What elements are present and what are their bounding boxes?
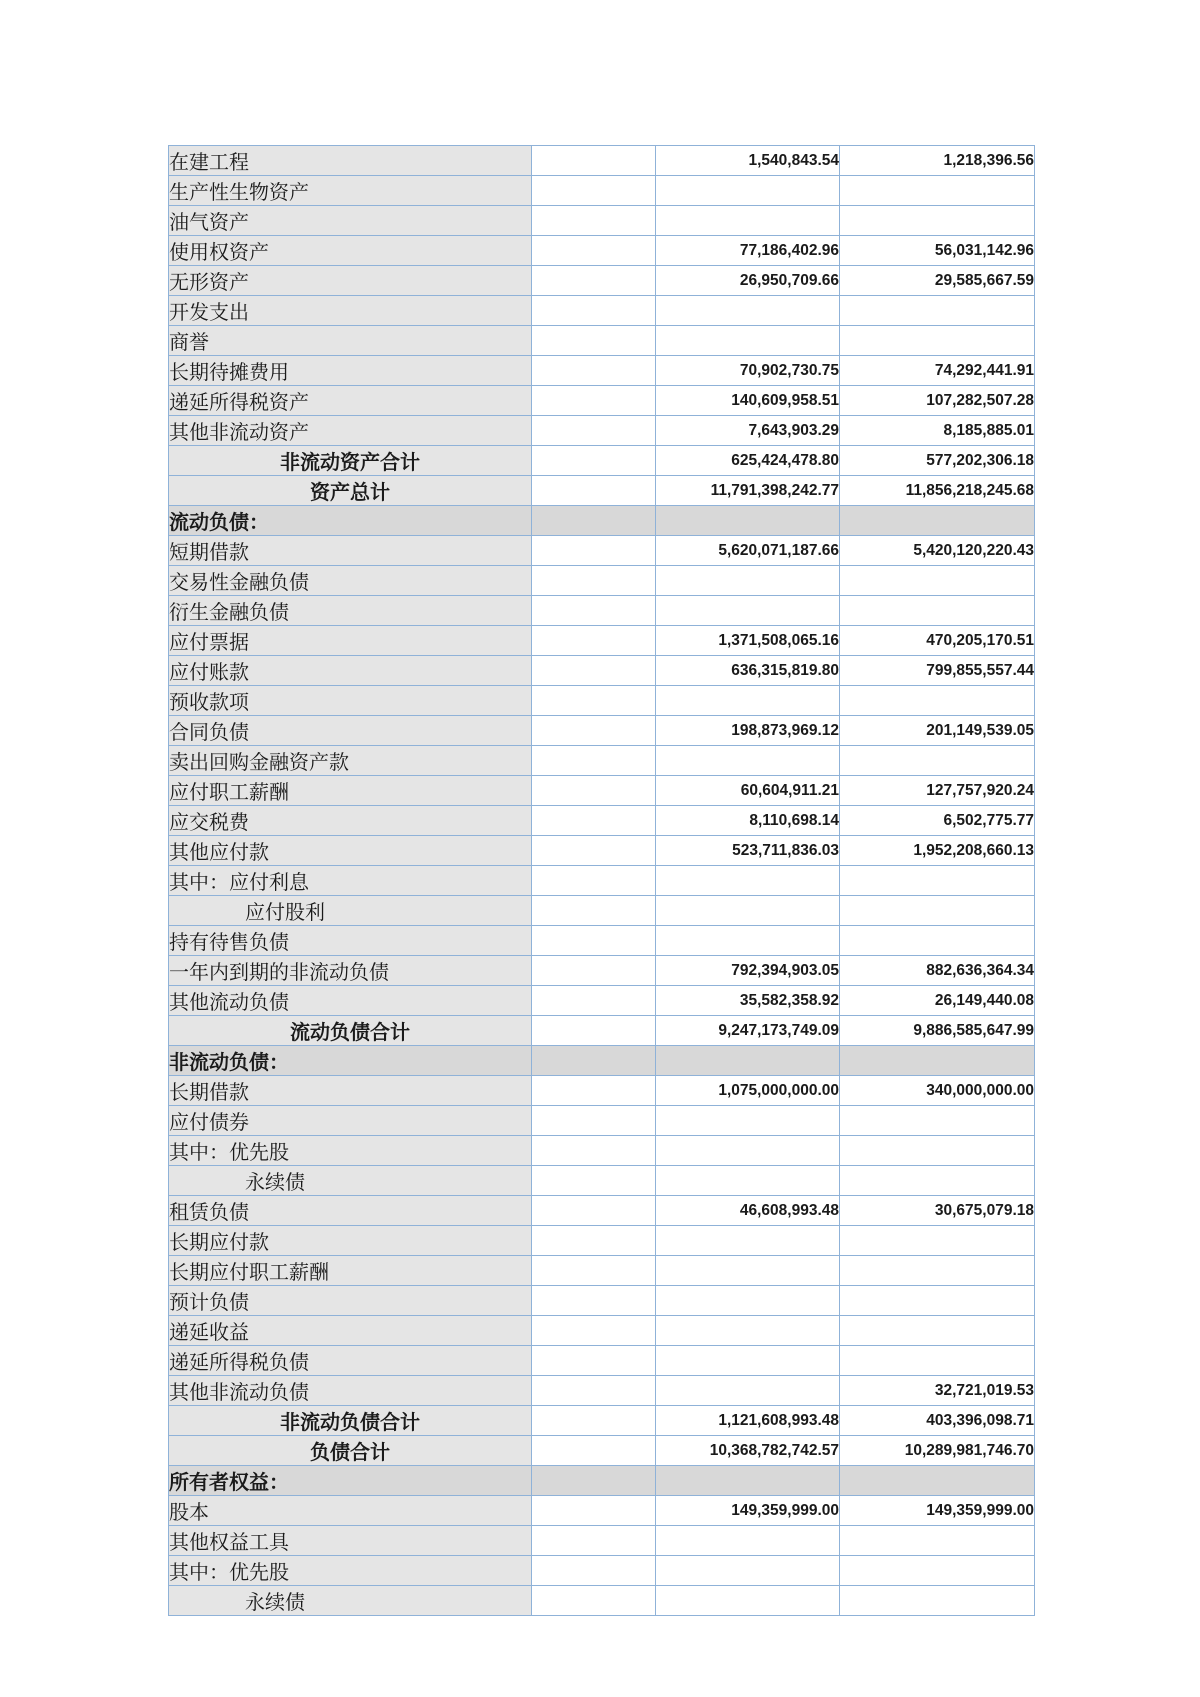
item-label: 租赁负债	[169, 1196, 532, 1226]
table-row	[169, 176, 1035, 206]
value-current-period: 198,873,969.12	[656, 716, 840, 746]
value-prior-period: 10,289,981,746.70	[840, 1436, 1035, 1466]
table-row	[169, 806, 1035, 836]
table-row	[169, 1136, 1035, 1166]
value-prior-period	[840, 1166, 1035, 1196]
note-cell	[532, 416, 656, 446]
item-label: 其中：应付利息	[169, 866, 532, 896]
table-row	[169, 476, 1035, 506]
table-row	[169, 686, 1035, 716]
value-prior-period	[840, 1556, 1035, 1586]
value-prior-period	[840, 1256, 1035, 1286]
note-cell	[532, 686, 656, 716]
value-prior-period: 32,721,019.53	[840, 1376, 1035, 1406]
value-current-period: 625,424,478.80	[656, 446, 840, 476]
value-prior-period: 30,675,079.18	[840, 1196, 1035, 1226]
table-row	[169, 1526, 1035, 1556]
value-current-period	[656, 746, 840, 776]
value-current-period	[656, 1316, 840, 1346]
item-label: 长期应付职工薪酬	[169, 1256, 532, 1286]
note-cell	[532, 446, 656, 476]
note-cell	[532, 1136, 656, 1166]
value-current-period: 8,110,698.14	[656, 806, 840, 836]
note-cell	[532, 296, 656, 326]
value-prior-period	[840, 926, 1035, 956]
value-current-period: 60,604,911.21	[656, 776, 840, 806]
note-cell	[532, 596, 656, 626]
table-row	[169, 146, 1035, 176]
value-current-period	[656, 1556, 840, 1586]
note-cell	[532, 1046, 656, 1076]
item-label: 永续债	[169, 1166, 532, 1196]
table-row	[169, 776, 1035, 806]
value-current-period	[656, 1526, 840, 1556]
item-label: 短期借款	[169, 536, 532, 566]
note-cell	[532, 146, 656, 176]
note-cell	[532, 206, 656, 236]
item-label: 所有者权益：	[169, 1466, 532, 1496]
table-row	[169, 1436, 1035, 1466]
item-label: 开发支出	[169, 296, 532, 326]
item-label: 应交税费	[169, 806, 532, 836]
note-cell	[532, 1256, 656, 1286]
table-row	[169, 1046, 1035, 1076]
table-row	[169, 386, 1035, 416]
value-current-period	[656, 1376, 840, 1406]
table-row	[169, 446, 1035, 476]
value-prior-period	[840, 866, 1035, 896]
item-label: 应付票据	[169, 626, 532, 656]
item-label: 股本	[169, 1496, 532, 1526]
note-cell	[532, 1586, 656, 1616]
value-current-period: 636,315,819.80	[656, 656, 840, 686]
table-row	[169, 1226, 1035, 1256]
value-current-period	[656, 1256, 840, 1286]
item-label: 资产总计	[169, 476, 532, 506]
note-cell	[532, 896, 656, 926]
value-prior-period: 1,952,208,660.13	[840, 836, 1035, 866]
item-label: 合同负债	[169, 716, 532, 746]
value-prior-period	[840, 1106, 1035, 1136]
item-label: 应付债券	[169, 1106, 532, 1136]
value-current-period: 5,620,071,187.66	[656, 536, 840, 566]
item-label: 在建工程	[169, 146, 532, 176]
item-label: 其他流动负债	[169, 986, 532, 1016]
value-prior-period	[840, 296, 1035, 326]
note-cell	[532, 506, 656, 536]
value-current-period	[656, 176, 840, 206]
note-cell	[532, 326, 656, 356]
note-cell	[532, 1526, 656, 1556]
value-current-period	[656, 686, 840, 716]
value-prior-period	[840, 1586, 1035, 1616]
value-prior-period: 340,000,000.00	[840, 1076, 1035, 1106]
value-current-period: 149,359,999.00	[656, 1496, 840, 1526]
table-row	[169, 986, 1035, 1016]
item-label: 应付股利	[169, 896, 532, 926]
value-current-period	[656, 1046, 840, 1076]
table-row	[169, 746, 1035, 776]
table-row	[169, 536, 1035, 566]
item-label: 非流动资产合计	[169, 446, 532, 476]
value-prior-period	[840, 1226, 1035, 1256]
note-cell	[532, 1556, 656, 1586]
value-current-period: 35,582,358.92	[656, 986, 840, 1016]
note-cell	[532, 836, 656, 866]
item-label: 交易性金融负债	[169, 566, 532, 596]
table-row	[169, 296, 1035, 326]
value-current-period	[656, 1226, 840, 1256]
note-cell	[532, 1166, 656, 1196]
note-cell	[532, 1286, 656, 1316]
item-label: 长期待摊费用	[169, 356, 532, 386]
value-current-period	[656, 296, 840, 326]
table-row	[169, 1466, 1035, 1496]
table-row	[169, 1106, 1035, 1136]
note-cell	[532, 776, 656, 806]
note-cell	[532, 926, 656, 956]
value-current-period: 77,186,402.96	[656, 236, 840, 266]
table-row	[169, 506, 1035, 536]
value-prior-period: 1,218,396.56	[840, 146, 1035, 176]
value-current-period	[656, 506, 840, 536]
note-cell	[532, 1466, 656, 1496]
value-current-period: 1,371,508,065.16	[656, 626, 840, 656]
table-row	[169, 416, 1035, 446]
table-row	[169, 626, 1035, 656]
note-cell	[532, 266, 656, 296]
note-cell	[532, 866, 656, 896]
item-label: 衍生金融负债	[169, 596, 532, 626]
value-prior-period	[840, 746, 1035, 776]
value-prior-period: 470,205,170.51	[840, 626, 1035, 656]
note-cell	[532, 626, 656, 656]
table-row	[169, 1586, 1035, 1616]
table-row	[169, 956, 1035, 986]
balance-sheet-body	[169, 146, 1035, 1616]
table-row	[169, 896, 1035, 926]
table-row	[169, 206, 1035, 236]
value-current-period	[656, 1106, 840, 1136]
item-label: 负债合计	[169, 1436, 532, 1466]
note-cell	[532, 1496, 656, 1526]
note-cell	[532, 566, 656, 596]
note-cell	[532, 236, 656, 266]
value-current-period: 7,643,903.29	[656, 416, 840, 446]
table-row	[169, 1256, 1035, 1286]
item-label: 卖出回购金融资产款	[169, 746, 532, 776]
value-prior-period: 26,149,440.08	[840, 986, 1035, 1016]
value-prior-period	[840, 1136, 1035, 1166]
item-label: 流动负债：	[169, 506, 532, 536]
table-row	[169, 326, 1035, 356]
table-row	[169, 656, 1035, 686]
note-cell	[532, 536, 656, 566]
note-cell	[532, 1346, 656, 1376]
item-label: 其他权益工具	[169, 1526, 532, 1556]
note-cell	[532, 1196, 656, 1226]
note-cell	[532, 1106, 656, 1136]
value-current-period: 11,791,398,242.77	[656, 476, 840, 506]
table-row	[169, 266, 1035, 296]
table-row	[169, 836, 1035, 866]
table-row	[169, 1496, 1035, 1526]
value-prior-period	[840, 896, 1035, 926]
value-current-period	[656, 1586, 840, 1616]
value-current-period: 10,368,782,742.57	[656, 1436, 840, 1466]
note-cell	[532, 1076, 656, 1106]
table-row	[169, 356, 1035, 386]
table-row	[169, 1016, 1035, 1046]
value-prior-period: 882,636,364.34	[840, 956, 1035, 986]
table-row	[169, 1406, 1035, 1436]
item-label: 预收款项	[169, 686, 532, 716]
note-cell	[532, 716, 656, 746]
note-cell	[532, 806, 656, 836]
value-current-period: 140,609,958.51	[656, 386, 840, 416]
value-current-period	[656, 566, 840, 596]
table-row	[169, 1346, 1035, 1376]
value-current-period: 9,247,173,749.09	[656, 1016, 840, 1046]
value-prior-period	[840, 1346, 1035, 1376]
note-cell	[532, 356, 656, 386]
note-cell	[532, 1436, 656, 1466]
value-prior-period	[840, 1316, 1035, 1346]
value-prior-period: 11,856,218,245.68	[840, 476, 1035, 506]
note-cell	[532, 656, 656, 686]
value-current-period	[656, 1346, 840, 1376]
table-row	[169, 1196, 1035, 1226]
value-current-period	[656, 596, 840, 626]
item-label: 递延收益	[169, 1316, 532, 1346]
note-cell	[532, 746, 656, 776]
value-prior-period: 5,420,120,220.43	[840, 536, 1035, 566]
item-label: 油气资产	[169, 206, 532, 236]
value-current-period	[656, 1286, 840, 1316]
value-current-period	[656, 1466, 840, 1496]
item-label: 预计负债	[169, 1286, 532, 1316]
value-prior-period: 74,292,441.91	[840, 356, 1035, 386]
value-current-period	[656, 1136, 840, 1166]
table-row	[169, 926, 1035, 956]
value-prior-period	[840, 566, 1035, 596]
value-prior-period	[840, 506, 1035, 536]
note-cell	[532, 1376, 656, 1406]
value-prior-period: 127,757,920.24	[840, 776, 1035, 806]
value-current-period: 26,950,709.66	[656, 266, 840, 296]
item-label: 流动负债合计	[169, 1016, 532, 1046]
item-label: 一年内到期的非流动负债	[169, 956, 532, 986]
item-label: 长期借款	[169, 1076, 532, 1106]
item-label: 长期应付款	[169, 1226, 532, 1256]
value-current-period	[656, 206, 840, 236]
value-current-period: 1,075,000,000.00	[656, 1076, 840, 1106]
table-row	[169, 596, 1035, 626]
value-current-period: 792,394,903.05	[656, 956, 840, 986]
value-prior-period	[840, 686, 1035, 716]
table-row	[169, 1286, 1035, 1316]
value-current-period: 70,902,730.75	[656, 356, 840, 386]
item-label: 应付职工薪酬	[169, 776, 532, 806]
note-cell	[532, 476, 656, 506]
value-prior-period	[840, 176, 1035, 206]
item-label: 递延所得税资产	[169, 386, 532, 416]
value-prior-period: 9,886,585,647.99	[840, 1016, 1035, 1046]
value-prior-period: 6,502,775.77	[840, 806, 1035, 836]
item-label: 非流动负债合计	[169, 1406, 532, 1436]
value-prior-period	[840, 1046, 1035, 1076]
table-row	[169, 566, 1035, 596]
value-prior-period: 403,396,098.71	[840, 1406, 1035, 1436]
value-prior-period	[840, 1466, 1035, 1496]
value-prior-period: 8,185,885.01	[840, 416, 1035, 446]
item-label: 永续债	[169, 1586, 532, 1616]
table-row	[169, 1556, 1035, 1586]
item-label: 无形资产	[169, 266, 532, 296]
note-cell	[532, 1226, 656, 1256]
value-prior-period	[840, 596, 1035, 626]
note-cell	[532, 1016, 656, 1046]
value-prior-period: 799,855,557.44	[840, 656, 1035, 686]
item-label: 其他非流动资产	[169, 416, 532, 446]
table-row	[169, 1166, 1035, 1196]
table-row	[169, 1376, 1035, 1406]
value-prior-period	[840, 206, 1035, 236]
table-row	[169, 716, 1035, 746]
note-cell	[532, 1316, 656, 1346]
value-prior-period	[840, 1286, 1035, 1316]
item-label: 递延所得税负债	[169, 1346, 532, 1376]
table-row	[169, 1316, 1035, 1346]
table-row	[169, 866, 1035, 896]
table-row	[169, 1076, 1035, 1106]
value-current-period: 1,121,608,993.48	[656, 1406, 840, 1436]
value-prior-period: 201,149,539.05	[840, 716, 1035, 746]
value-prior-period: 107,282,507.28	[840, 386, 1035, 416]
item-label: 其他应付款	[169, 836, 532, 866]
item-label: 商誉	[169, 326, 532, 356]
table-row	[169, 236, 1035, 266]
value-current-period	[656, 926, 840, 956]
note-cell	[532, 176, 656, 206]
note-cell	[532, 986, 656, 1016]
item-label: 持有待售负债	[169, 926, 532, 956]
item-label: 非流动负债：	[169, 1046, 532, 1076]
value-current-period	[656, 866, 840, 896]
value-prior-period: 577,202,306.18	[840, 446, 1035, 476]
note-cell	[532, 956, 656, 986]
item-label: 使用权资产	[169, 236, 532, 266]
value-current-period: 1,540,843.54	[656, 146, 840, 176]
item-label: 应付账款	[169, 656, 532, 686]
note-cell	[532, 386, 656, 416]
value-current-period: 46,608,993.48	[656, 1196, 840, 1226]
value-prior-period: 56,031,142.96	[840, 236, 1035, 266]
note-cell	[532, 1406, 656, 1436]
value-current-period: 523,711,836.03	[656, 836, 840, 866]
value-prior-period	[840, 1526, 1035, 1556]
value-current-period	[656, 1166, 840, 1196]
value-current-period	[656, 896, 840, 926]
value-prior-period: 149,359,999.00	[840, 1496, 1035, 1526]
value-current-period	[656, 326, 840, 356]
item-label: 其他非流动负债	[169, 1376, 532, 1406]
balance-sheet-table	[168, 145, 1035, 1616]
value-prior-period	[840, 326, 1035, 356]
item-label: 其中：优先股	[169, 1136, 532, 1166]
item-label: 生产性生物资产	[169, 176, 532, 206]
value-prior-period: 29,585,667.59	[840, 266, 1035, 296]
item-label: 其中：优先股	[169, 1556, 532, 1586]
